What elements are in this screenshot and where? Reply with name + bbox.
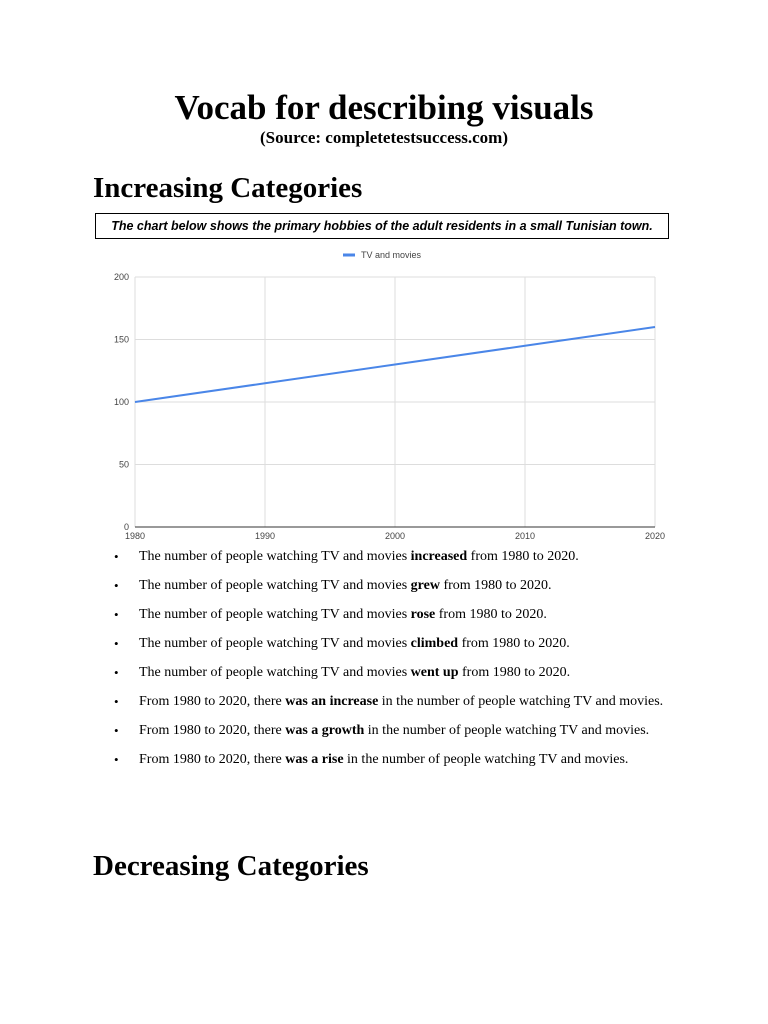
bullet-text: The number of people watching TV and movies [139, 578, 411, 593]
list-item [114, 606, 684, 623]
line-chart [95, 242, 673, 542]
bullet-text: from 1980 to 2020. [439, 578, 552, 593]
bullet-keyword: rose [410, 607, 436, 622]
list-item [114, 693, 684, 710]
bullet-keyword: increased [410, 549, 468, 564]
bullet-keyword: was a growth [285, 723, 365, 738]
bullet-text: in the number of people watching TV and movies. [378, 694, 664, 709]
list-item [114, 548, 684, 565]
chart-caption: The chart below shows the primary hobbies of the adult residents in a small Tunisian town. [95, 213, 669, 239]
section-heading-increasing: Increasing Categories [93, 172, 363, 204]
vocab-list [114, 548, 684, 768]
bullet-text: in the number of people watching TV and movies. [364, 723, 650, 738]
bullet-text: in the number of people watching TV and movies. [343, 752, 629, 767]
bullet-text: The number of people watching TV and movies [139, 665, 411, 680]
bullet-text: From 1980 to 2020, there [139, 752, 286, 767]
bullet-text: from 1980 to 2020. [458, 636, 570, 651]
source-line: (Source: completetestsuccess.com) [260, 128, 508, 147]
y-tick-label: 50 [118, 459, 129, 470]
y-tick-label: 0 [123, 522, 129, 532]
list-item [114, 577, 684, 594]
bullet-text: from 1980 to 2020. [435, 607, 547, 622]
page-title: Vocab for describing visuals [174, 88, 594, 127]
bullet-text: The number of people watching TV and movies [139, 636, 411, 651]
bullet-text: The number of people watching TV and movies [139, 549, 411, 564]
bullet-keyword: went up [410, 665, 459, 680]
x-tick-label: 2010 [514, 531, 536, 541]
legend-label: TV and movies [361, 250, 422, 260]
x-tick-label: 2000 [384, 531, 406, 541]
y-tick-label: 100 [113, 397, 129, 407]
bullet-text: From 1980 to 2020, there [139, 694, 286, 709]
list-item [114, 635, 684, 652]
bullet-text: from 1980 to 2020. [467, 549, 579, 564]
bullet-text: from 1980 to 2020. [458, 665, 571, 680]
bullet-text: From 1980 to 2020, there [139, 723, 286, 738]
bullet-keyword: was a rise [285, 752, 344, 767]
section-heading-decreasing: Decreasing Categories [93, 850, 369, 882]
list-item [114, 751, 684, 768]
list-item [114, 664, 684, 681]
list-item [114, 722, 684, 739]
bullet-text: The number of people watching TV and movies [139, 607, 411, 622]
bullet-keyword: was an increase [285, 694, 379, 709]
x-tick-label: 2020 [644, 531, 666, 541]
bullet-keyword: climbed [410, 636, 459, 651]
x-tick-label: 1990 [254, 531, 276, 541]
x-tick-label: 1980 [124, 531, 146, 541]
y-tick-label: 150 [113, 334, 129, 345]
y-tick-label: 200 [113, 272, 129, 282]
bullet-keyword: grew [410, 578, 440, 593]
